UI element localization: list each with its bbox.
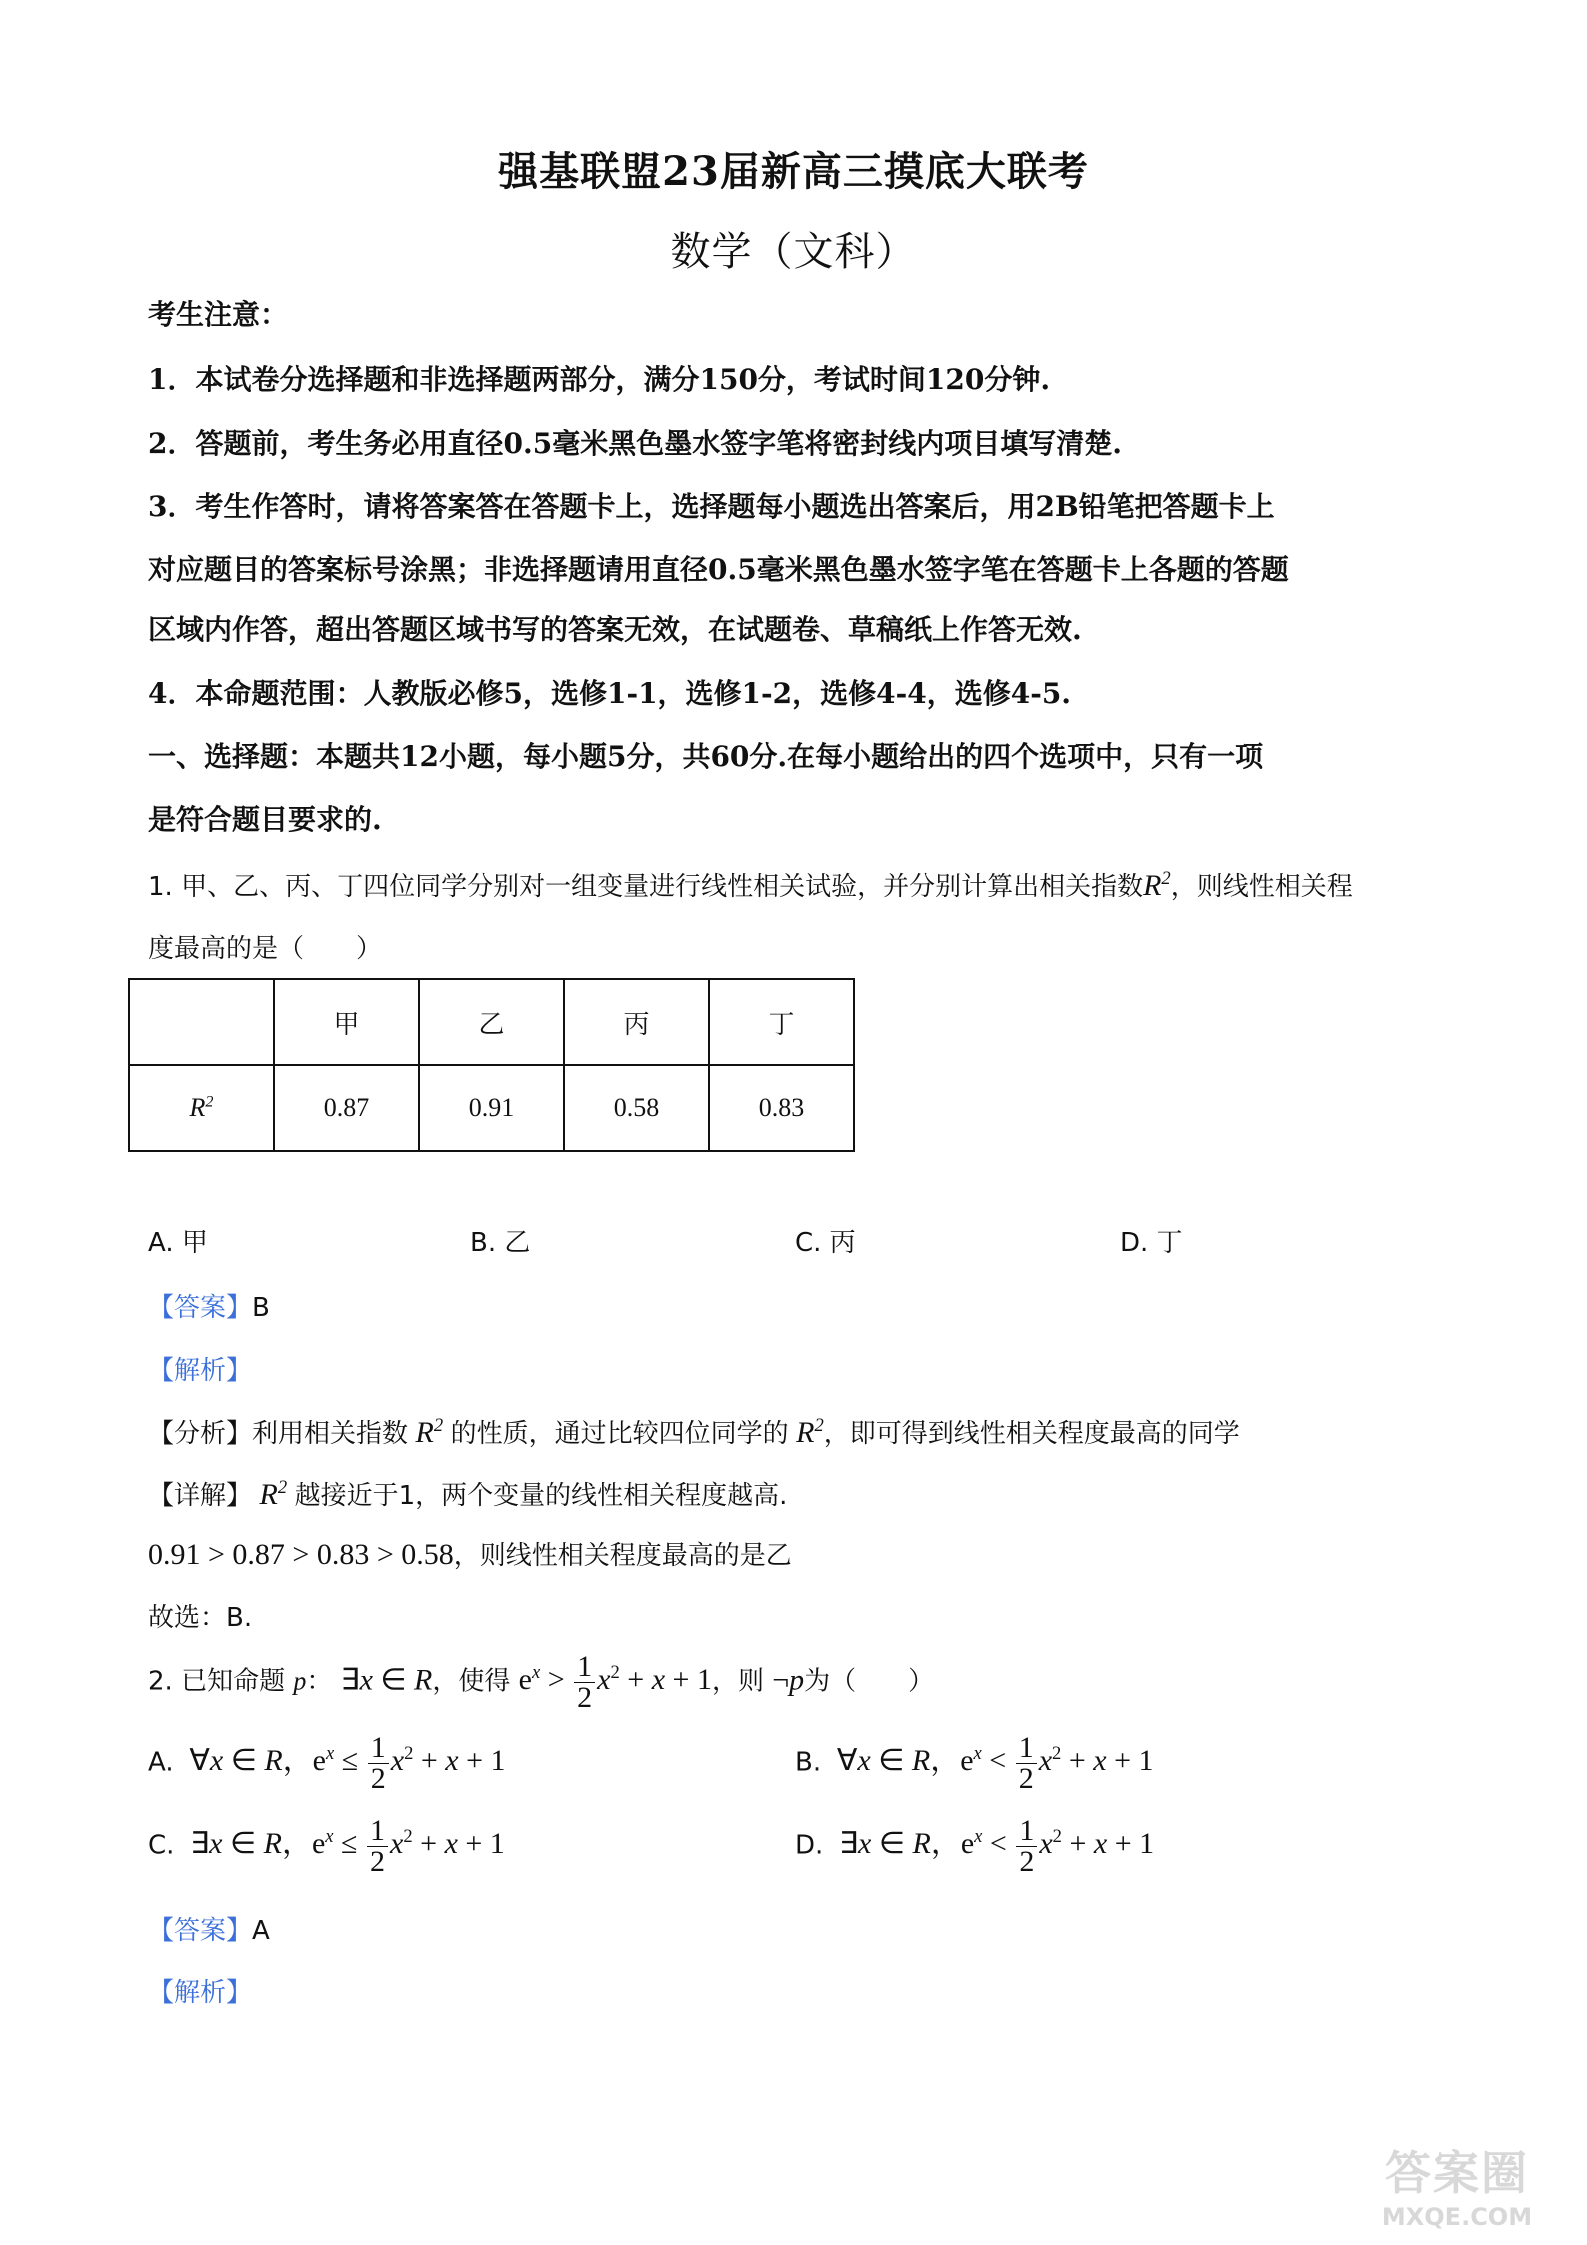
compare-inequality: 0.91 > 0.87 > 0.83 > 0.58 <box>148 1538 454 1571</box>
option-expression: ∀x ∈ R，$e^x$ < $\frac{1}{2}$ $x^2 + x + 1$ <box>829 1731 1154 1795</box>
fenxi-text-a: 利用相关指数 <box>252 1419 409 1449</box>
q2-analysis-tag: 【解析】 <box>148 1978 253 2008</box>
compare-text: ，则线性相关程度最高的是乙 <box>453 1541 792 1571</box>
q2-option-d <box>795 1816 1154 1877</box>
q1-stem-line-2: 度最高的是（ ） <box>148 934 383 964</box>
q1-option-d: D. 丁 <box>1120 1228 1183 1258</box>
section-heading-line-2: 是符合题目要求的. <box>148 803 382 836</box>
watermark-small: MXQE.COM <box>1381 2203 1533 2231</box>
r-squared-table <box>128 978 855 1152</box>
xiangjie-tag: 【详解】 <box>148 1481 253 1511</box>
notice-item-2: 2．答题前，考生务必用直径0.5毫米黑色墨水签字笔将密封线内项目填写清楚. <box>148 427 1122 460</box>
xiangjie-text: 越接近于1，两个变量的线性相关程度越高. <box>294 1481 788 1511</box>
q1-option-c: C. 丙 <box>795 1228 856 1258</box>
q1-answer <box>148 1287 270 1324</box>
r-squared-symbol: $R^2$ <box>252 1477 288 1511</box>
table-header-row <box>129 979 854 1065</box>
table-header-cell: 甲 <box>274 979 419 1065</box>
table-corner-cell <box>129 979 274 1065</box>
notice-item-3-line-3: 区域内作答，超出答题区域书写的答案无效，在试题卷、草稿纸上作答无效. <box>148 613 1082 646</box>
q1-option-b: B. 乙 <box>470 1228 531 1258</box>
table-cell: 0.58 <box>564 1065 709 1151</box>
option-expression: ∃x ∈ R，$e^x$ < $\frac{1}{2}$ $x^2 + x + 1$ <box>831 1814 1155 1878</box>
q1-fenxi <box>148 1413 1240 1450</box>
table-row <box>129 1065 854 1151</box>
option-letter: A. <box>148 1747 174 1778</box>
q1-stem-a: 1. 甲、乙、丙、丁四位同学分别对一组变量进行线性相关试验，并分别计算出相关指数 <box>148 872 1144 902</box>
q2-option-c <box>148 1816 505 1877</box>
option-expression: ∀x ∈ R，$e^x$ ≤ $\frac{1}{2}$ $x^2 + x + 1$ <box>181 1731 506 1795</box>
answer-value: B <box>252 1293 270 1323</box>
answer-value: A <box>252 1916 270 1946</box>
table-header-cell: 乙 <box>419 979 564 1065</box>
q1-choice: 故选：B. <box>148 1603 253 1633</box>
option-letter: D. <box>795 1830 824 1861</box>
q2-stem-d: 为（ ） <box>804 1666 935 1697</box>
q2-option-a <box>148 1733 506 1794</box>
table-header-cell: 丁 <box>709 979 854 1065</box>
answer-tag: 【答案】 <box>148 1293 253 1323</box>
math-not-p: ¬p <box>772 1663 805 1697</box>
q2-stem-c: ，则 <box>711 1666 764 1697</box>
table-cell: 0.91 <box>419 1065 564 1151</box>
fenxi-text-b: 的性质，通过比较四位同学的 <box>450 1419 789 1449</box>
q1-stem-b: ，则线性相关程 <box>1170 872 1353 902</box>
table-cell: 0.87 <box>274 1065 419 1151</box>
math-p: p <box>293 1666 307 1696</box>
table-row-label: $R^2$ <box>129 1065 274 1151</box>
watermark-big: 答案圈 <box>1385 2146 1529 2200</box>
q2-stem-a: 2. 已知命题 <box>148 1666 286 1697</box>
q1-stem <box>148 866 1353 903</box>
q1-compare <box>148 1535 792 1572</box>
math-exists-x-in-r: ∃x ∈ R <box>340 1663 433 1697</box>
math-inequality: $e^x$ > $\frac{1}{2}$ $x^2 + x + 1$ <box>518 1650 712 1714</box>
q2-option-b <box>795 1733 1154 1794</box>
r-squared-symbol: $R^2$ <box>408 1415 444 1449</box>
notice-item-1: 1．本试卷分选择题和非选择题两部分，满分150分，考试时间120分钟. <box>148 363 1051 396</box>
option-expression: ∃x ∈ R，$e^x$ ≤ $\frac{1}{2}$ $x^2 + x + 1$ <box>182 1814 505 1878</box>
exam-title: 强基联盟23届新高三摸底大联考 <box>498 148 1089 195</box>
section-heading-line-1: 一、选择题：本题共12小题，每小题5分，共60分.在每小题给出的四个选项中，只有一项 <box>148 740 1264 773</box>
notice-item-3-line-2: 对应题目的答案标号涂黑；非选择题请用直径0.5毫米黑色墨水签字笔在答题卡上各题的答题 <box>148 553 1289 586</box>
notice-heading: 考生注意： <box>148 298 289 331</box>
option-letter: B. <box>795 1747 822 1778</box>
q1-option-a: A. 甲 <box>148 1228 208 1258</box>
exam-subtitle: 数学（文科） <box>670 229 917 275</box>
watermark-logo <box>1357 2137 1557 2231</box>
table-cell: 0.83 <box>709 1065 854 1151</box>
q2-stem: 2. 已知命题 p： ∃x ∈ R，使得 $e^x$ > $\frac{1}{2}$ $x^2 + x + 1$，则 ¬p为（ ） <box>148 1650 935 1714</box>
q1-xiangjie <box>148 1475 787 1512</box>
q2-stem-b: ，使得 <box>432 1666 511 1697</box>
fenxi-text-c: ，即可得到线性相关程度最高的同学 <box>823 1419 1240 1449</box>
table-header-cell: 丙 <box>564 979 709 1065</box>
q2-answer <box>148 1910 270 1947</box>
notice-item-3-line-1: 3．考生作答时，请将答案答在答题卡上，选择题每小题选出答案后，用2B铅笔把答题卡上 <box>148 490 1275 523</box>
q1-analysis-tag: 【解析】 <box>148 1356 253 1386</box>
option-letter: C. <box>148 1830 175 1861</box>
r-squared-symbol: $R^2$ <box>1143 868 1171 902</box>
answer-tag: 【答案】 <box>148 1916 253 1946</box>
notice-item-4: 4．本命题范围：人教版必修5，选修1-1，选修1-2，选修4-4，选修4-5. <box>148 677 1072 710</box>
r-squared-symbol: $R^2$ <box>788 1415 824 1449</box>
fenxi-tag: 【分析】 <box>148 1419 253 1449</box>
